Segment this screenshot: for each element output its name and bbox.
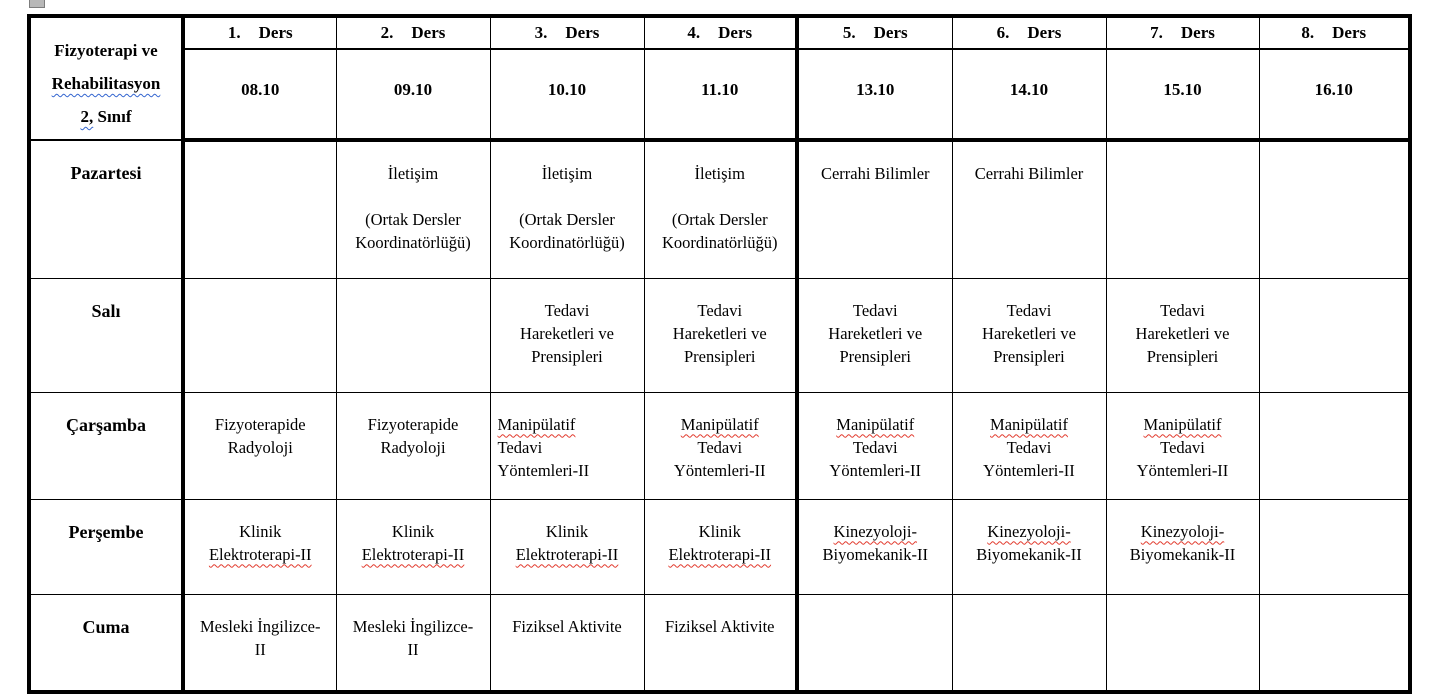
cell-text: Koordinatörlüğü) (662, 233, 778, 252)
cell-text-line (953, 436, 1106, 459)
schedule-table-body (29, 16, 1410, 692)
cell-text-line (645, 185, 796, 208)
cell-text: II (407, 639, 419, 659)
schedule-cell-d2-l7[interactable] (1106, 392, 1259, 499)
time-label-6[interactable]: 14.10 (952, 49, 1106, 140)
day-label-2[interactable]: Çarşamba (29, 392, 183, 499)
cell-text-line (185, 543, 336, 566)
time-label-3[interactable]: 10.10 (490, 49, 644, 140)
cell-text-line (799, 520, 952, 543)
cell-text-line (498, 436, 644, 459)
cell-text-line (645, 459, 796, 482)
cell-text: İletişim (387, 164, 439, 183)
schedule-cell-d3-l8[interactable] (1259, 499, 1410, 594)
cell-text: Tedavi (1160, 300, 1205, 320)
schedule-cell-d0-l5[interactable] (797, 140, 952, 278)
cell-text-line (31, 34, 181, 67)
spellcheck-flagged-text: Rehabilitasyon (51, 74, 161, 93)
cell-text: Prensipleri (684, 346, 756, 366)
schedule-cell-d3-l4[interactable] (644, 499, 797, 594)
schedule-cell-d0-l1[interactable] (183, 140, 336, 278)
cell-text-line (185, 413, 336, 436)
cell-text: Hareketleri ve (828, 323, 923, 343)
cell-text: Tedavi (697, 437, 743, 457)
cell-text-line (799, 436, 952, 459)
cell-text-line (498, 459, 644, 482)
cell-text: Mesleki İngilizce- (352, 616, 474, 636)
lesson-label: Ders (873, 23, 908, 42)
cell-text-line (337, 615, 490, 638)
cell-text-line (185, 615, 336, 638)
cell-text: Fizyoterapide (214, 414, 306, 434)
cell-text-line (645, 231, 796, 254)
lesson-header-row (29, 16, 1410, 49)
cell-text-line (799, 345, 952, 368)
cell-text-line (31, 100, 181, 133)
lesson-number: 3. (534, 23, 548, 42)
schedule-cell-d2-l6[interactable] (952, 392, 1106, 499)
schedule-cell-d3-l5[interactable] (797, 499, 952, 594)
time-label-4[interactable]: 11.10 (644, 49, 797, 140)
cell-text: Yöntemleri-II (983, 460, 1075, 480)
lesson-header-2[interactable] (336, 16, 490, 49)
cell-text: Klinik (239, 521, 282, 541)
schedule-cell-d1-l4[interactable] (644, 278, 797, 392)
schedule-cell-d3-l3[interactable] (490, 499, 644, 594)
cell-text: Hareketleri ve (672, 323, 767, 343)
schedule-cell-d1-l7[interactable] (1106, 278, 1259, 392)
cell-text: Cerrahi Bilimler (820, 164, 930, 183)
schedule-cell-d0-l3[interactable] (490, 140, 644, 278)
schedule-cell-d4-l4[interactable] (644, 594, 797, 692)
cell-text-line (491, 322, 644, 345)
lesson-number: 8. (1301, 23, 1315, 42)
time-label-2[interactable]: 09.10 (336, 49, 490, 140)
schedule-cell-d4-l5[interactable] (797, 594, 952, 692)
cell-text-line (1107, 436, 1259, 459)
spellcheck-flagged-text: Manipülatif (680, 414, 759, 434)
cell-text: Hareketleri ve (982, 323, 1076, 343)
spellcheck-flagged-text: Elektroterapi-II (515, 544, 619, 564)
cell-text: Radyoloji (380, 437, 446, 457)
cell-text: Fizyoterapi ve (54, 41, 158, 60)
cell-text: (Ortak Dersler (365, 210, 461, 229)
cell-text: Tedavi (852, 437, 898, 457)
cell-text-line (799, 413, 952, 436)
schedule-row-0 (29, 140, 1410, 278)
cell-text-line (185, 520, 336, 543)
cell-text-line (498, 413, 644, 436)
cell-text-line (953, 299, 1106, 322)
schedule-cell-d2-l5[interactable] (797, 392, 952, 499)
cell-text: Tedavi (544, 300, 590, 320)
lesson-number: 7. (1150, 23, 1163, 42)
cell-text: Hareketleri ve (520, 323, 614, 343)
schedule-cell-d2-l1[interactable] (183, 392, 336, 499)
cell-text-line (953, 413, 1106, 436)
cell-text: Yöntemleri-II (497, 460, 590, 480)
cell-text: İletişim (541, 164, 593, 183)
schedule-cell-d4-l2[interactable] (336, 594, 490, 692)
cell-text-line (1107, 543, 1259, 566)
cell-text-line (645, 615, 796, 638)
cell-text: Biyomekanik-II (822, 544, 928, 564)
cell-text-line (185, 436, 336, 459)
spellcheck-flagged-text: Elektroterapi-II (208, 544, 312, 564)
spellcheck-flagged-text: Manipülatif (836, 414, 915, 434)
cell-text: Tedavi (697, 300, 743, 320)
spellcheck-flagged-text: Kinezyoloji- (987, 521, 1071, 541)
schedule-cell-d0-l6[interactable] (952, 140, 1106, 278)
schedule-cell-d3-l6[interactable] (952, 499, 1106, 594)
spellcheck-flagged-text: Elektroterapi-II (668, 544, 772, 564)
schedule-cell-d3-l2[interactable] (336, 499, 490, 594)
lesson-header-3[interactable] (490, 16, 644, 49)
time-label-8[interactable]: 16.10 (1259, 49, 1410, 140)
lesson-header-1[interactable] (183, 16, 336, 49)
schedule-cell-d4-l3[interactable] (490, 594, 644, 692)
cell-text: Hareketleri ve (1135, 323, 1230, 343)
cell-text: (Ortak Dersler (519, 210, 615, 229)
spellcheck-flagged-text: 2, (80, 107, 94, 126)
cell-text: Koordinatörlüğü) (355, 233, 471, 252)
cell-text-line (337, 436, 490, 459)
cell-text-line (953, 543, 1106, 566)
cell-text-line (645, 543, 796, 566)
cell-text: Biyomekanik-II (1129, 544, 1236, 564)
lesson-number: 2. (380, 23, 394, 42)
cell-text-line (953, 459, 1106, 482)
cell-text-line (491, 543, 644, 566)
schedule-table (27, 14, 1412, 694)
cell-text-line (31, 67, 181, 100)
cell-text: Fiziksel Aktivite (664, 616, 775, 636)
cell-text-line (337, 231, 490, 254)
cell-text-line (799, 162, 952, 185)
cell-text-line (337, 543, 490, 566)
schedule-cell-d3-l7[interactable] (1106, 499, 1259, 594)
cell-text: Prensipleri (531, 346, 603, 366)
cell-text: Yöntemleri-II (1136, 460, 1229, 480)
schedule-cell-d3-l1[interactable] (183, 499, 336, 594)
lesson-number: 6. (996, 23, 1010, 42)
class-title-cell[interactable] (29, 16, 183, 140)
cell-text-line (953, 162, 1106, 185)
schedule-row-4 (29, 594, 1410, 692)
cell-text: Tedavi (1006, 437, 1052, 457)
cell-text-line (337, 520, 490, 543)
cell-text-line (645, 162, 796, 185)
cell-text-line (953, 322, 1106, 345)
schedule-cell-d0-l7[interactable] (1106, 140, 1259, 278)
time-header-row (29, 49, 1410, 140)
schedule-cell-d4-l1[interactable] (183, 594, 336, 692)
cell-text-line (337, 208, 490, 231)
cell-text-line (645, 413, 796, 436)
cell-text-line (1107, 413, 1259, 436)
schedule-cell-d0-l2[interactable] (336, 140, 490, 278)
cell-text: Fiziksel Aktivite (512, 616, 622, 636)
time-label-5[interactable]: 13.10 (797, 49, 952, 140)
schedule-cell-d2-l3[interactable] (490, 392, 644, 499)
cell-text-line (645, 436, 796, 459)
cell-text: Tedavi (1160, 437, 1205, 457)
schedule-row-1 (29, 278, 1410, 392)
day-label-4[interactable]: Cuma (29, 594, 183, 692)
cell-text-line (337, 638, 490, 661)
spellcheck-flagged-text: Manipülatif (990, 414, 1068, 434)
cell-text: Prensipleri (993, 346, 1065, 366)
schedule-row-3 (29, 499, 1410, 594)
time-label-1[interactable]: 08.10 (183, 49, 336, 140)
schedule-cell-d2-l8[interactable] (1259, 392, 1410, 499)
lesson-header-4[interactable] (644, 16, 797, 49)
cell-text-line (799, 299, 952, 322)
lesson-header-6[interactable] (952, 16, 1106, 49)
cell-text-line (337, 413, 490, 436)
cell-text-line (491, 185, 644, 208)
cell-text-line (491, 208, 644, 231)
cell-text: Prensipleri (1146, 346, 1219, 366)
cell-text-line (1107, 299, 1259, 322)
lesson-label: Ders (1027, 23, 1062, 42)
schedule-cell-d2-l2[interactable] (336, 392, 490, 499)
cell-text: Klinik (391, 521, 435, 541)
cell-text: İletişim (694, 164, 745, 183)
schedule-cell-d4-l7[interactable] (1106, 594, 1259, 692)
cell-text-line (645, 520, 796, 543)
cell-text-line (645, 345, 796, 368)
lesson-label: Ders (718, 23, 753, 42)
cell-text-line (1107, 345, 1259, 368)
cell-text-line (491, 231, 644, 254)
cell-text: Klinik (545, 521, 589, 541)
cell-text: Yöntemleri-II (673, 460, 766, 480)
spellcheck-flagged-text: Elektroterapi-II (361, 544, 465, 564)
lesson-header-7[interactable] (1106, 16, 1259, 49)
cell-text-line (337, 162, 490, 185)
cell-text: Koordinatörlüğü) (509, 233, 625, 252)
lesson-label: Ders (258, 23, 293, 42)
cell-text: (Ortak Dersler (671, 210, 768, 229)
day-label-0[interactable]: Pazartesi (29, 140, 183, 278)
cell-text-line (799, 459, 952, 482)
cell-text-line (1107, 459, 1259, 482)
schedule-cell-d1-l3[interactable] (490, 278, 644, 392)
cell-text-line (491, 162, 644, 185)
lesson-header-5[interactable] (797, 16, 952, 49)
cell-text-line (1107, 322, 1259, 345)
spellcheck-flagged-text: Kinezyoloji- (833, 521, 917, 541)
cell-text: Yöntemleri-II (829, 460, 922, 480)
lesson-header-8[interactable] (1259, 16, 1410, 49)
cell-text: Sınıf (93, 107, 132, 126)
schedule-cell-d2-l4[interactable] (644, 392, 797, 499)
cell-text-line (645, 208, 796, 231)
cell-text-line (953, 520, 1106, 543)
lesson-label: Ders (1180, 23, 1215, 42)
cell-text: Tedavi (497, 437, 543, 457)
spellcheck-flagged-text: Manipülatif (497, 414, 576, 434)
cell-text-line (645, 322, 796, 345)
day-label-3[interactable]: Perşembe (29, 499, 183, 594)
cell-text-line (953, 345, 1106, 368)
schedule-cell-d1-l5[interactable] (797, 278, 952, 392)
cell-text-line (645, 299, 796, 322)
schedule-cell-d0-l4[interactable] (644, 140, 797, 278)
spellcheck-flagged-text: Kinezyoloji- (1140, 521, 1225, 541)
schedule-row-2 (29, 392, 1410, 499)
schedule-cell-d1-l8[interactable] (1259, 278, 1410, 392)
cell-text: Klinik (698, 521, 741, 541)
cell-text-line (799, 322, 952, 345)
schedule-cell-d0-l8[interactable] (1259, 140, 1410, 278)
cell-text: Radyoloji (227, 437, 293, 457)
cell-text: Cerrahi Bilimler (974, 164, 1084, 183)
cell-text-line (799, 543, 952, 566)
lesson-label: Ders (1332, 23, 1367, 42)
cell-text-line (1107, 520, 1259, 543)
cell-text-line (185, 638, 336, 661)
lesson-number: 1. (227, 23, 241, 42)
day-label-1[interactable]: Salı (29, 278, 183, 392)
lesson-number: 5. (842, 23, 856, 42)
lesson-label: Ders (565, 23, 600, 42)
schedule-cell-d1-l2[interactable] (336, 278, 490, 392)
cell-text: II (254, 639, 266, 659)
cell-text-line (491, 345, 644, 368)
table-move-handle[interactable] (29, 0, 45, 8)
schedule-cell-d1-l1[interactable] (183, 278, 336, 392)
schedule-cell-d4-l8[interactable] (1259, 594, 1410, 692)
cell-text-line (337, 185, 490, 208)
lesson-label: Ders (411, 23, 446, 42)
spellcheck-flagged-text: Manipülatif (1143, 414, 1222, 434)
cell-text: Biyomekanik-II (976, 544, 1082, 564)
schedule-cell-d4-l6[interactable] (952, 594, 1106, 692)
cell-text: Tedavi (1006, 300, 1052, 320)
lesson-number: 4. (687, 23, 701, 42)
cell-text: Prensipleri (839, 346, 911, 366)
cell-text-line (491, 615, 644, 638)
time-label-7[interactable]: 15.10 (1106, 49, 1259, 140)
cell-text: Tedavi (852, 300, 898, 320)
cell-text-line (491, 520, 644, 543)
schedule-cell-d1-l6[interactable] (952, 278, 1106, 392)
cell-text: Fizyoterapide (367, 414, 459, 434)
cell-text: Mesleki İngilizce- (200, 616, 321, 636)
cell-text-line (491, 299, 644, 322)
